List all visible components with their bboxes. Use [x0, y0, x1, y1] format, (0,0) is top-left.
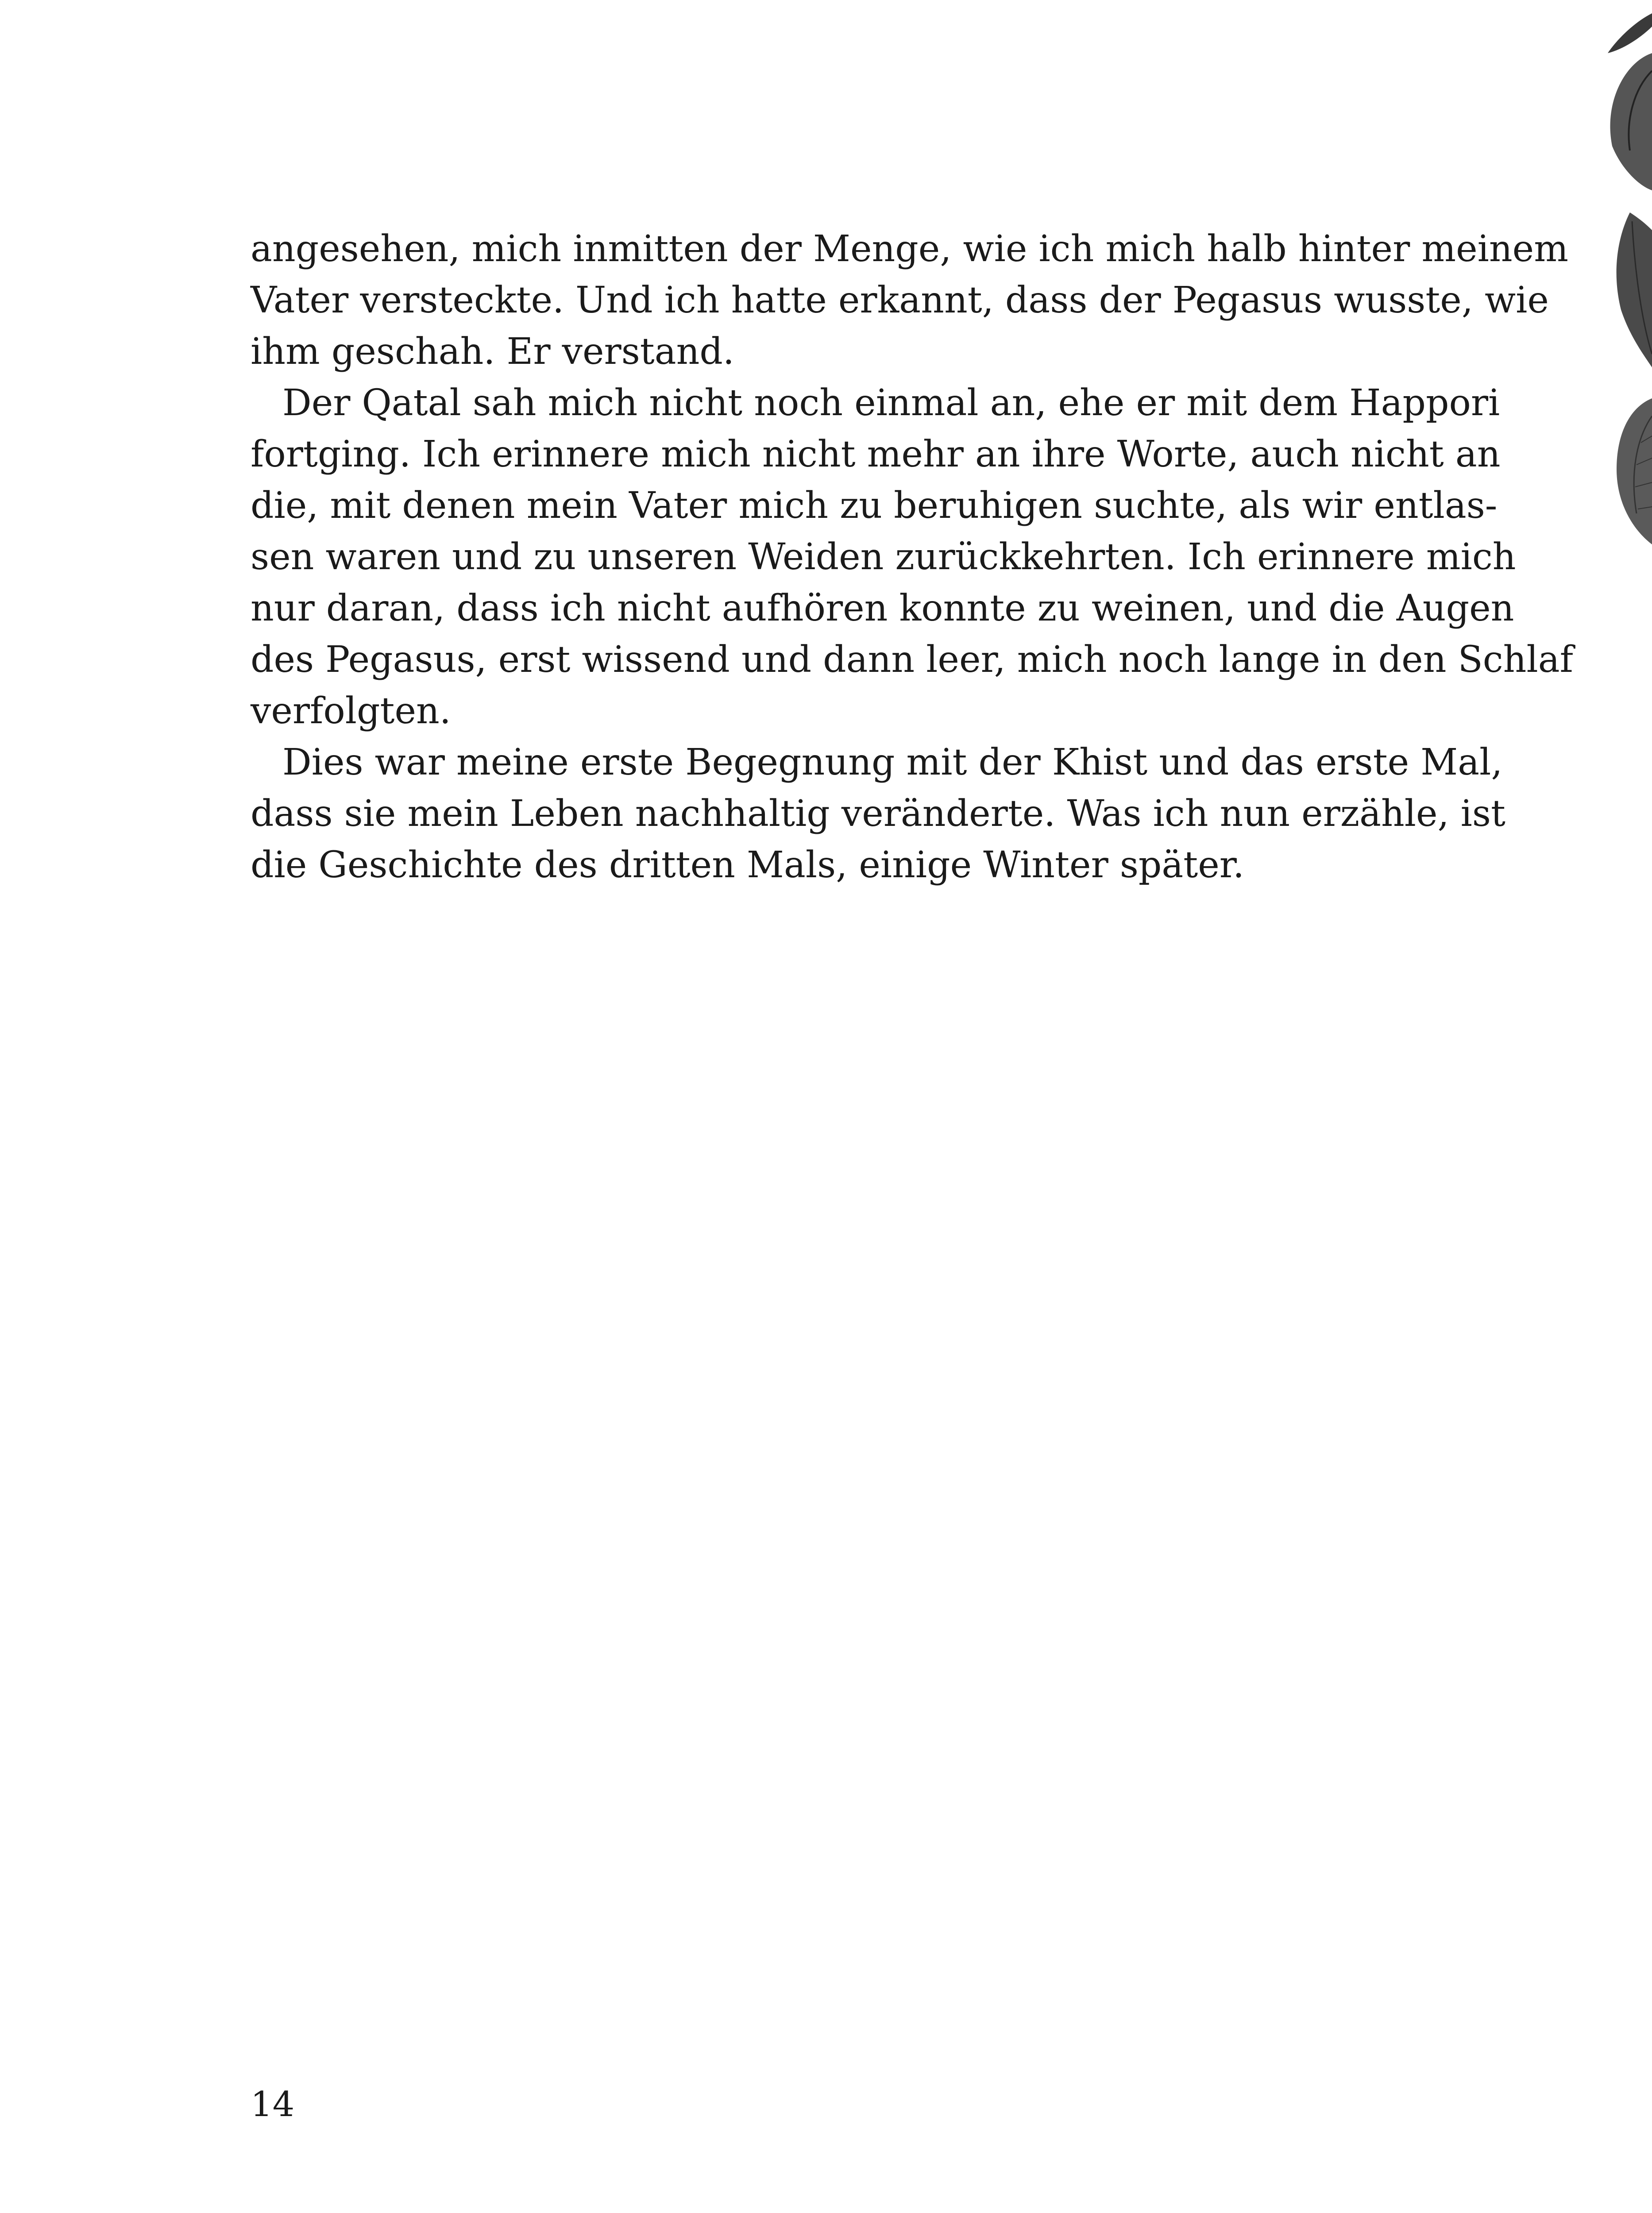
leaf-illustration-icon — [1586, 0, 1652, 558]
body-text — [251, 224, 1573, 891]
text-line: ihm geschah. Er verstand. — [251, 331, 734, 373]
text-line: sen waren und zu unseren Weiden zurückkehrten. Ich erinnere mich — [251, 536, 1516, 578]
text-line: fortging. Ich erinnere mich nicht mehr an ihre Worte, auch nicht an — [251, 433, 1501, 475]
page-number: 14 — [251, 2085, 295, 2124]
text-line: Dies war meine erste Begegnung mit der Khist und das erste Mal, — [282, 741, 1503, 783]
paragraph-1 — [251, 224, 1568, 378]
text-line: Vater versteckte. Und ich hatte erkannt, dass der Pegasus wusste, wie — [251, 279, 1549, 321]
text-line: verfolgten. — [251, 690, 451, 732]
text-line: die Geschichte des dritten Mals, einige Winter später. — [251, 844, 1245, 886]
text-line: angesehen, mich inmitten der Menge, wie ich mich halb hinter meinem — [251, 228, 1568, 270]
text-line: des Pegasus, erst wissend und dann leer, mich noch lange in den Schlaf — [251, 639, 1573, 681]
paragraph-2 — [251, 378, 1573, 737]
paragraph-3 — [251, 737, 1505, 891]
text-line: die, mit denen mein Vater mich zu beruhigen suchte, als wir entlas- — [251, 485, 1498, 527]
text-line: Der Qatal sah mich nicht noch einmal an, ehe er mit dem Happori — [282, 382, 1500, 424]
text-line: dass sie mein Leben nachhaltig veränderte. Was ich nun erzähle, ist — [251, 793, 1505, 835]
text-line: nur daran, dass ich nicht aufhören konnte zu weinen, und die Augen — [251, 587, 1514, 629]
